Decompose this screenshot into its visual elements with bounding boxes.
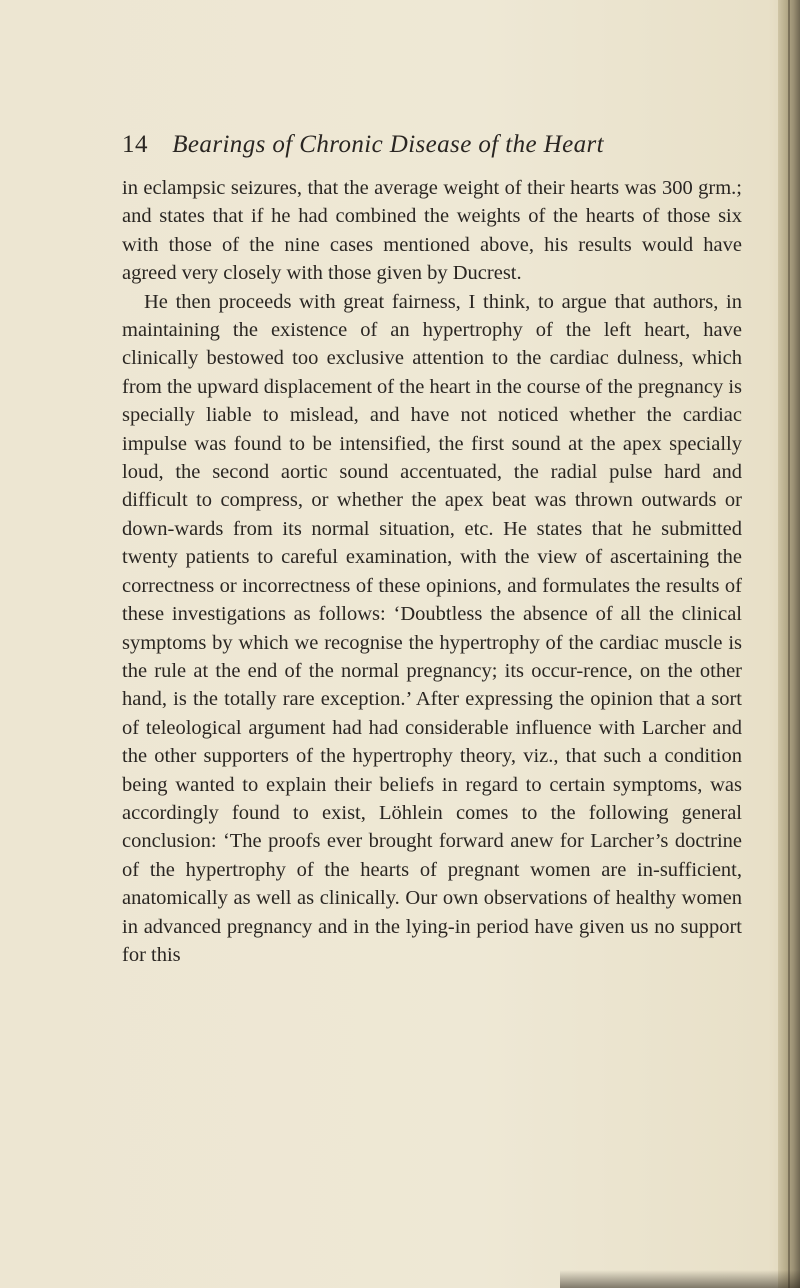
- paragraph-2: He then proceeds with great fairness, I think, to argue that authors, in maintaining the existence of an hypertrophy of the left heart, have clinically bestowed too exclusive attention to the cardiac dulness, which from the upward displacement of the heart in the course of the pregnancy is specially liable to mislead, and have not noticed whether the cardiac impulse was found to be intensified, the first sound at the apex specially loud, the second aortic sound accentuated, the radial pulse hard and difficult to compress, or whether the apex beat was thrown outwards or down-wards from its normal situation, etc. He states that he submitted twenty patients to careful examination, with the view of ascertaining the correctness or incorrectness of these opinions, and formulates the results of these investigations as follows: ‘Doubtless the absence of all the clinical symptoms by which we recognise the hypertrophy of the cardiac muscle is the rule at the end of the normal pregnancy; its occur-rence, on the other hand, is the totally rare exception.’ After expressing the opinion that a sort of teleological argument had had considerable influence with Larcher and the other supporters of the hypertrophy theory, viz., that such a condition being wanted to explain their beliefs in regard to certain symptoms, was accordingly found to exist, Löhlein comes to the following general conclusion: ‘The proofs ever brought forward anew for Larcher’s doctrine of the hypertrophy of the hearts of pregnant women are in-sufficient, anatomically as well as clinically. Our own observations of healthy women in advanced pregnancy and in the lying-in period have given us no support for this: [122, 290, 742, 966]
- page-number: 14: [122, 131, 148, 158]
- binding-line: [788, 0, 790, 1288]
- bottom-corner-shadow: [560, 1270, 800, 1288]
- paragraph-1: in eclampsic seizures, that the average weight of their hearts was 300 grm.; and states that if he had combined the weights of the hearts of those six with those of the nine cases mentioned above, his results would have agreed very closely with those given by Ducrest.: [122, 177, 742, 285]
- running-head: [122, 128, 742, 162]
- running-title: Bearings of Chronic Disease of the Heart: [172, 131, 604, 158]
- body-text: [122, 174, 742, 969]
